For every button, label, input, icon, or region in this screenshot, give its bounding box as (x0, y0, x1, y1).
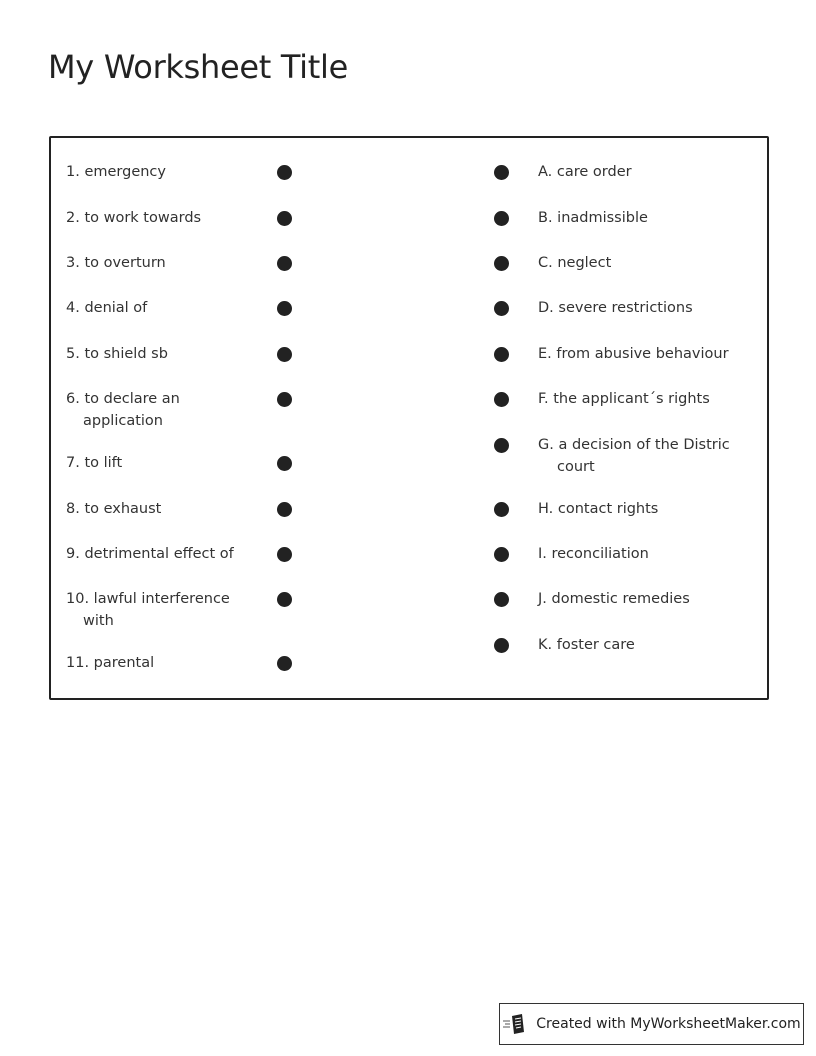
right-match-dot[interactable] (494, 211, 509, 226)
left-item (66, 207, 256, 229)
right-match-dot[interactable] (494, 592, 509, 607)
item-text: 11. parental (66, 655, 155, 671)
left-item (66, 652, 256, 674)
left-item (66, 297, 256, 319)
item-text: I. reconciliation (538, 546, 649, 562)
item-text: F. the applicant´s rights (538, 391, 710, 407)
left-match-dot[interactable] (277, 256, 292, 271)
item-text: 9. detrimental effect of (66, 546, 234, 562)
item-text: B. inadmissible (538, 210, 648, 226)
right-match-dot[interactable] (494, 347, 509, 362)
right-match-dot[interactable] (494, 256, 509, 271)
left-item (66, 388, 256, 432)
item-text: H. contact rights (538, 501, 659, 517)
item-text: K. foster care (538, 637, 635, 653)
worksheet-logo-icon (502, 1013, 528, 1035)
left-match-dot[interactable] (277, 656, 292, 671)
item-text: G. a decision of the Distric (538, 437, 730, 453)
item-text: 10. lawful interference (66, 591, 230, 607)
right-item (538, 434, 748, 478)
left-match-dot[interactable] (277, 211, 292, 226)
right-match-dot[interactable] (494, 165, 509, 180)
item-text: A. care order (538, 164, 632, 180)
right-match-dot[interactable] (494, 502, 509, 517)
left-item (66, 252, 256, 274)
left-item (66, 588, 256, 632)
right-item (538, 343, 748, 365)
right-item (538, 252, 748, 274)
right-match-dot[interactable] (494, 301, 509, 316)
left-match-dot[interactable] (277, 547, 292, 562)
left-item (66, 161, 256, 183)
left-item (66, 498, 256, 520)
footer-text: Created with MyWorksheetMaker.com (536, 1016, 801, 1032)
right-item (538, 161, 748, 183)
right-item (538, 588, 748, 610)
right-item (538, 543, 748, 565)
page-title: My Worksheet Title (48, 48, 348, 86)
right-item (538, 634, 748, 656)
item-text: 1. emergency (66, 164, 166, 180)
item-text: 2. to work towards (66, 210, 202, 226)
item-text: 7. to lift (66, 455, 123, 471)
footer-badge[interactable] (499, 1003, 804, 1045)
left-match-dot[interactable] (277, 592, 292, 607)
item-text: 4. denial of (66, 300, 148, 316)
item-text: 8. to exhaust (66, 501, 162, 517)
right-match-dot[interactable] (494, 438, 509, 453)
item-text: C. neglect (538, 255, 612, 271)
right-item (538, 498, 748, 520)
left-match-dot[interactable] (277, 392, 292, 407)
item-text: E. from abusive behaviour (538, 346, 729, 362)
right-item (538, 297, 748, 319)
item-text: J. domestic remedies (538, 591, 690, 607)
left-item (66, 452, 256, 474)
right-item (538, 207, 748, 229)
left-match-dot[interactable] (277, 502, 292, 517)
item-text: D. severe restrictions (538, 300, 693, 316)
right-match-dot[interactable] (494, 547, 509, 562)
left-match-dot[interactable] (277, 301, 292, 316)
item-text: 6. to declare an (66, 391, 180, 407)
left-item (66, 343, 256, 365)
item-text-continued: application (83, 413, 163, 429)
right-item (538, 388, 748, 410)
right-match-dot[interactable] (494, 638, 509, 653)
item-text-continued: with (83, 613, 114, 629)
left-match-dot[interactable] (277, 456, 292, 471)
left-item (66, 543, 256, 565)
item-text: 3. to overturn (66, 255, 166, 271)
left-match-dot[interactable] (277, 165, 292, 180)
right-match-dot[interactable] (494, 392, 509, 407)
left-match-dot[interactable] (277, 347, 292, 362)
item-text-continued: court (557, 459, 595, 475)
item-text: 5. to shield sb (66, 346, 168, 362)
